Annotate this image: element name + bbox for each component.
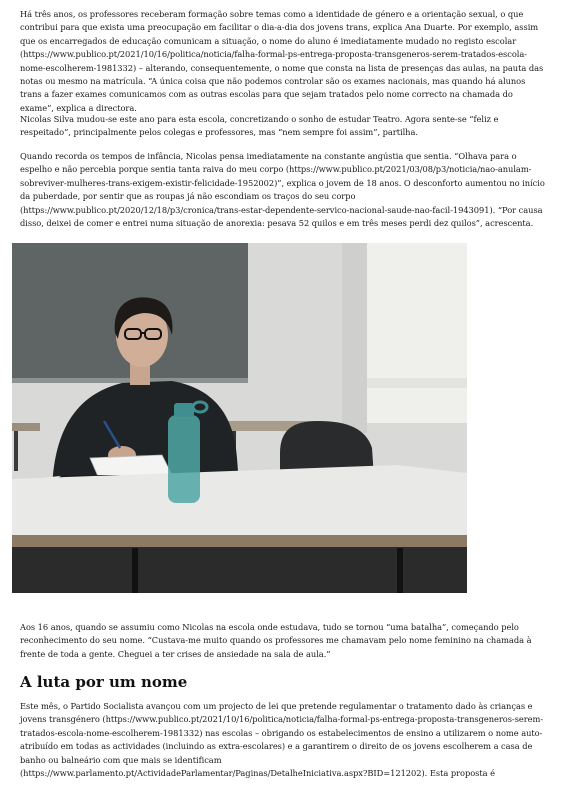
article-photo — [12, 243, 467, 593]
article-paragraph: Nicolas Silva mudou-se este ano para esta escola, concretizando o sonho de estudar Teatro. Agora sente-se “feliz e respeitado”, principalmente pelos colegas e professores, mas “nem sempre foi assim”, partilha. — [20, 114, 499, 138]
article-paragraph: Quando recorda os tempos de infância, Nicolas pensa imediatamente na constante angústia que sentia. “Olhava para o espelho e não percebia porque sentia tanta raiva do meu corpo (https://www.publico.pt/2021/03/08/p3/noticia/nao-anulam-sobreviver-mulheres-trans-exigem-existir-felicidade-1952002)”, explica o jovem de 18 anos. O desconforto aumentou no início da puberdade, por sentir que as roupas já não escondiam os traços do seu corpo (https://www.publico.pt/2020/12/18/p3/cronica/trans-estar-dependente-servico-nacional-saude-nao-facil-1943091). “Por causa disso, deixei de comer e entrei numa situação de anorexia: pesava 52 quilos e em três meses perdi dez quilos”, acrescenta. — [20, 151, 545, 229]
section-heading: A luta por um nome — [20, 673, 188, 691]
article-paragraph: Aos 16 anos, quando se assumiu como Nicolas na escola onde estudava, tudo se tornou “uma batalha”, começando pelo reconhecimento do seu nome. “Custava-me muito quando os professores me chamavam pelo nome feminino na chamada à frente de toda a gente. Cheguei a ter crises de ansiedade na sala de aula.” — [20, 622, 532, 659]
desk — [12, 465, 467, 545]
article-paragraph: Há três anos, os professores receberam formação sobre temas como a identidade de género e a orientação sexual, o que contribui para que exista uma preocupação em facilitar o dia-a-dia dos jovens trans, explica Ana Duarte. Por exemplo, assim que os encarregados de educação comunicam a situação, o nome do aluno é imediatamente mudado no registo escolar (https://www.publico.pt/2021/10/16/politica/noticia/falha-formal-ps-entrega-proposta-transgeneros-serem-tratados-escola-nome-escolherem-1981332) – alterando, consequentemente, o nome que consta na lista de presenças das aulas, na pauta das notas ou mesmo na matrícula. “A única coisa que não podemos controlar são os exames nacionais, mas quando há alunos trans a fazer exames comunicamos com as outras escolas para que sejam tratados pelo nome correcto na chamada do exame”, explica a directora. — [20, 9, 544, 113]
window — [367, 243, 467, 423]
water-bottle — [168, 415, 200, 503]
article-paragraph: Este mês, o Partido Socialista avançou com um projecto de lei que pretende regulamentar o tratamento dado às crianças e jovens transgénero (https://www.publico.pt/2021/10/16/politica/noticia/falha-formal-ps-entrega-proposta-transgeneros-serem-tratados-escola-nome-escolherem-1981332) nas escolas – obrigando os estabelecimentos de ensino a utilizarem o nome auto-atribuído em todas as actividades (incluindo as extra-escolares) e a garantirem o direito de os jovens escolherem a casa de banho ou balneário com que mais se identificam (https://www.parlamento.pt/ActividadeParlamentar/Paginas/DetalheIniciativa.aspx?BID=121202). Esta proposta é — [20, 701, 544, 779]
